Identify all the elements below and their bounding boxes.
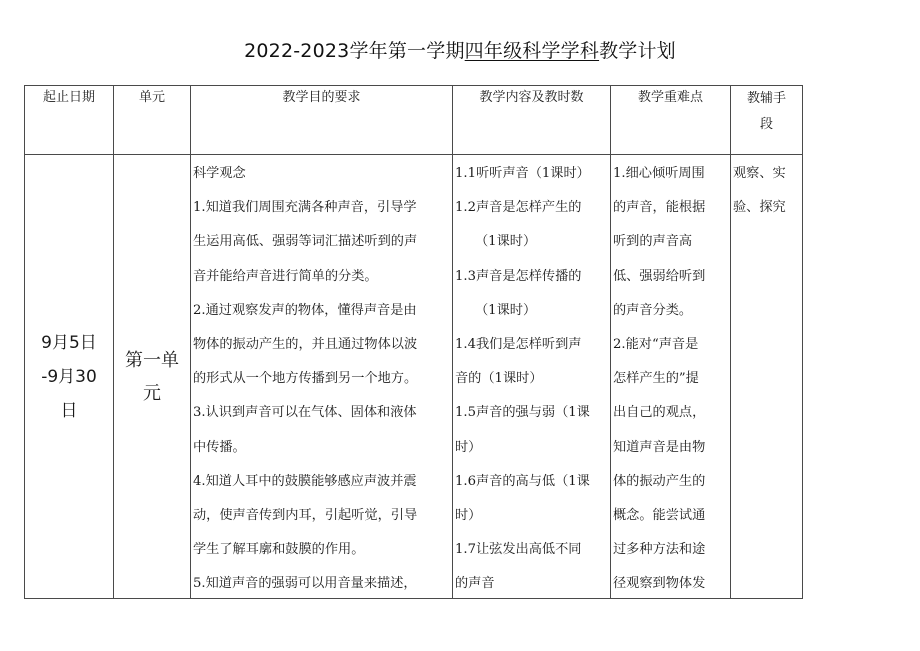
focus-line: 听到的声音高 — [613, 234, 693, 250]
unit-line: 元 — [143, 382, 161, 404]
goals-line: 的形式从一个地方传播到另一个地方。 — [193, 371, 418, 387]
content-line: 的声音 — [455, 576, 495, 592]
goals-line: 中传播。 — [193, 439, 246, 455]
header-aids — [731, 86, 803, 155]
content-line: 1.4我们是怎样听到声 — [455, 337, 582, 353]
goals-line: 4.知道人耳中的鼓膜能够感应声波并震 — [193, 473, 417, 489]
content-line: 1.5声音的强与弱（1课 — [455, 405, 590, 421]
aids-line: 验、探究 — [733, 200, 786, 216]
title-prefix: 2022-2023学年第一学期 — [244, 40, 465, 62]
content-line: 时） — [455, 508, 482, 524]
header-focus: 教学重难点 — [611, 86, 731, 155]
focus-line: 低、强弱给听到 — [613, 268, 706, 284]
title-suffix: 教学计划 — [599, 40, 676, 62]
header-date: 起止日期 — [25, 86, 114, 155]
goals-line: 科学观念 — [193, 166, 246, 181]
focus-line: 体的振动产生的 — [613, 473, 706, 489]
goals-line: 动，使声音传到内耳，引起听觉，引导 — [193, 508, 418, 524]
goals-text — [191, 155, 452, 598]
focus-line: 知道声音是由物 — [613, 439, 706, 455]
header-aids-line1: 教辅手 — [746, 91, 786, 106]
focus-line: 的声音，能根据 — [613, 200, 706, 216]
date-line: 9月5日 — [41, 332, 97, 353]
focus-line: 怎样产生的”提 — [613, 371, 699, 387]
date-line: -9月30 — [41, 366, 97, 387]
date-range-cell — [25, 155, 114, 599]
table-row — [25, 155, 803, 599]
content-line: 1.3声音是怎样传播的 — [455, 268, 582, 284]
focus-cell — [611, 155, 731, 599]
header-goals: 教学目的要求 — [191, 86, 453, 155]
unit-cell — [114, 155, 191, 599]
content-line: （1课时） — [475, 302, 537, 318]
content-line: 时） — [455, 439, 482, 455]
focus-line: 径观察到物体发 — [613, 576, 706, 592]
goals-line: 生运用高低、强弱等词汇描述听到的声 — [193, 234, 418, 250]
focus-line: 概念。能尝试通 — [613, 508, 706, 524]
content-line: 1.1听听声音（1课时） — [455, 166, 590, 181]
header-unit: 单元 — [114, 86, 191, 155]
goals-line: 3.认识到声音可以在气体、固体和液体 — [193, 405, 417, 421]
content-text — [453, 155, 610, 598]
goals-cell — [191, 155, 453, 599]
content-line: 1.6声音的高与低（1课 — [455, 473, 590, 489]
page-title — [0, 36, 920, 63]
aids-text — [731, 155, 802, 598]
table-header-row — [25, 86, 803, 155]
aids-line: 观察、实 — [733, 166, 786, 181]
goals-line: 2.通过观察发声的物体，懂得声音是由 — [193, 302, 417, 318]
title-underlined-subject: 四年级科学学科 — [464, 40, 600, 62]
content-line: 音的（1课时） — [455, 371, 543, 387]
unit-line: 第一单 — [125, 349, 179, 371]
content-cell — [453, 155, 611, 599]
aids-cell — [731, 155, 803, 599]
goals-line: 学生了解耳廓和鼓膜的作用。 — [193, 542, 365, 558]
focus-line: 出自己的观点， — [613, 405, 706, 421]
content-line: （1课时） — [475, 234, 537, 250]
focus-line: 过多种方法和途 — [613, 542, 706, 558]
date-line: 日 — [60, 400, 78, 421]
focus-line: 的声音分类。 — [613, 302, 693, 318]
header-content: 教学内容及教时数 — [453, 86, 611, 155]
focus-text — [611, 155, 730, 598]
focus-line: 1.细心倾听周围 — [613, 166, 705, 181]
goals-line: 1.知道我们周围充满各种声音，引导学 — [193, 200, 417, 216]
header-aids-line2: 段 — [759, 117, 773, 132]
content-line: 1.7让弦发出高低不同 — [455, 542, 582, 558]
focus-line: 2.能对“声音是 — [613, 337, 699, 353]
goals-line: 5.知道声音的强弱可以用音量来描述， — [193, 576, 417, 592]
goals-line: 物体的振动产生的，并且通过物体以波 — [193, 337, 418, 353]
teaching-plan-table — [24, 85, 803, 599]
goals-line: 音并能给声音进行简单的分类。 — [193, 268, 378, 284]
content-line: 1.2声音是怎样产生的 — [455, 200, 582, 216]
